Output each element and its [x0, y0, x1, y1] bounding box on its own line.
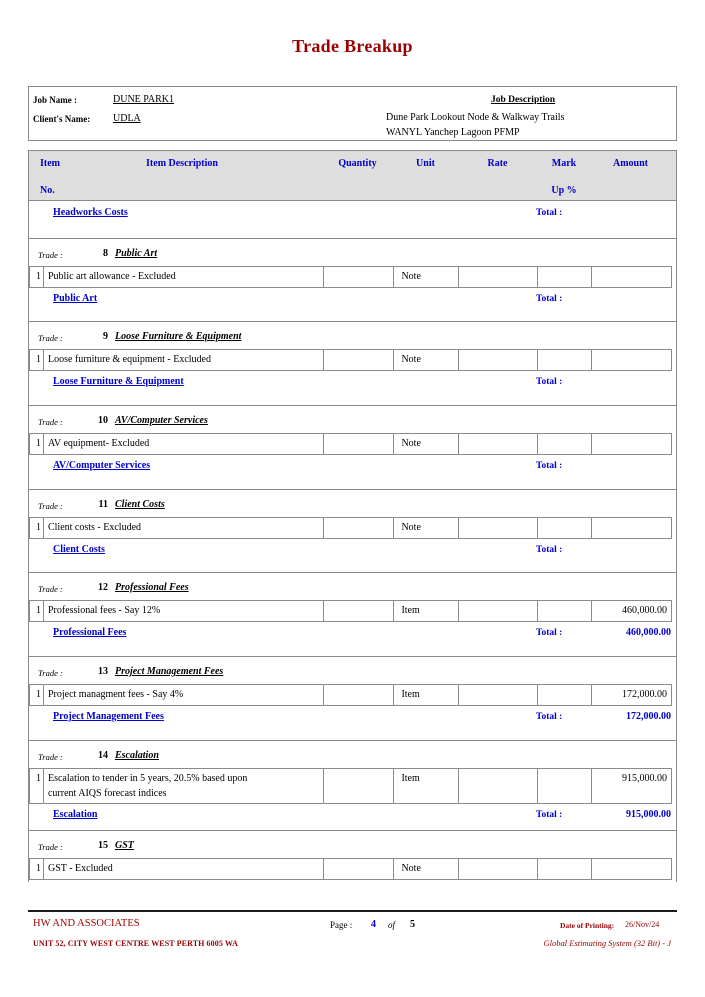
trade-section-professional-fees [29, 572, 676, 656]
item-no-cell: 1 [30, 685, 44, 705]
trade-total-row [29, 544, 676, 558]
item-amount-cell: 460,000.00 [622, 605, 668, 616]
total-label: Total : [536, 377, 563, 387]
item-rate-cell [459, 434, 538, 454]
trade-number: 15 [98, 840, 108, 851]
trade-total-row [29, 293, 676, 307]
trade-section-av-computer [29, 405, 676, 489]
trade-breakup-table [28, 150, 677, 882]
footer-page-current: 4 [371, 919, 376, 930]
item-row [29, 349, 672, 371]
item-quantity-cell [324, 518, 395, 538]
item-markup-cell [538, 685, 592, 705]
footer-page-total: 5 [410, 919, 415, 930]
trade-section-loose-furniture [29, 321, 676, 405]
trade-total-name: Headworks Costs [53, 207, 128, 218]
trade-total-row [29, 809, 676, 823]
trade-total-name: Loose Furniture & Equipment [53, 376, 184, 387]
item-unit-cell: Note [394, 434, 459, 454]
col-header-up-pct: Up % [551, 185, 577, 196]
client-name-label: Client's Name: [33, 114, 91, 124]
item-no-cell: 1 [30, 601, 44, 621]
item-markup-cell [538, 518, 592, 538]
trade-total-name: Public Art [53, 293, 98, 304]
job-name-label: Job Name : [33, 95, 77, 105]
trade-name: Client Costs [115, 499, 165, 510]
item-amount-cell [592, 518, 671, 538]
trade-name: AV/Computer Services [115, 415, 208, 426]
trade-total-amount: 460,000.00 [626, 627, 671, 638]
trade-heading [29, 582, 676, 595]
total-label: Total : [536, 712, 563, 722]
trade-heading [29, 248, 676, 261]
total-label: Total : [536, 208, 563, 218]
trade-total-name: Professional Fees [53, 627, 127, 638]
trade-number: 9 [103, 331, 108, 342]
col-header-item-description: Item Description [146, 158, 218, 169]
item-row [29, 768, 672, 804]
item-amount-cell [592, 350, 671, 370]
footer-company-address: UNIT 52, CITY WEST CENTRE WEST PERTH 6005 WA [33, 939, 238, 948]
item-quantity-cell [324, 267, 395, 287]
col-header-rate: Rate [487, 158, 508, 169]
item-rate-cell [459, 267, 538, 287]
item-row [29, 858, 672, 880]
footer-system-note: Global Estimating System (32 Bit) - J [543, 938, 671, 948]
item-markup-cell [538, 769, 592, 803]
item-description-line-1: Escalation to tender in 5 years, 20.5% based upon [47, 773, 248, 784]
trade-number: 12 [98, 582, 108, 593]
carryover-section-headworks [29, 201, 676, 238]
item-description-cell: Professional fees - Say 12% [44, 601, 324, 621]
item-description-cell: Client costs - Excluded [44, 518, 324, 538]
item-row [29, 684, 672, 706]
trade-total-name: AV/Computer Services [53, 460, 151, 471]
trade-label: Trade : [38, 842, 63, 852]
trade-heading [29, 331, 676, 344]
item-quantity-cell [324, 350, 395, 370]
trade-number: 11 [98, 499, 108, 510]
item-row [29, 433, 672, 455]
trade-total-row [29, 207, 676, 221]
item-row [29, 517, 672, 539]
trade-section-public-art [29, 238, 676, 321]
col-header-quantity: Quantity [338, 158, 377, 169]
item-quantity-cell [324, 434, 395, 454]
footer-page-label: Page : [330, 920, 353, 930]
job-description-line-1: Dune Park Lookout Node & Walkway Trails [386, 112, 565, 123]
item-description-cell: AV equipment- Excluded [44, 434, 324, 454]
trade-heading [29, 666, 676, 679]
job-name-value: DUNE PARK1 [113, 94, 175, 105]
item-unit-cell: Item [394, 769, 459, 803]
trade-label: Trade : [38, 417, 63, 427]
trade-total-amount: 915,000.00 [626, 809, 671, 820]
trade-heading [29, 499, 676, 512]
item-unit-cell: Item [394, 685, 459, 705]
trade-total-row [29, 376, 676, 390]
col-header-amount: Amount [612, 158, 648, 169]
trade-total-name: Client Costs [53, 544, 105, 555]
item-no-cell: 1 [30, 350, 44, 370]
trade-label: Trade : [38, 333, 63, 343]
footer-printing-date: 26/Nov/24 [625, 920, 660, 929]
total-label: Total : [536, 810, 563, 820]
item-quantity-cell [324, 769, 395, 803]
item-amount-cell: 915,000.00 [622, 773, 668, 784]
col-header-item: Item [40, 158, 60, 169]
trade-total-row [29, 460, 676, 474]
job-info-box [28, 86, 677, 141]
trade-name: Loose Furniture & Equipment [115, 331, 242, 342]
col-header-mark: Mark [551, 158, 577, 169]
item-no-cell: 1 [30, 859, 44, 879]
item-markup-cell [538, 601, 592, 621]
trade-heading [29, 415, 676, 428]
item-unit-cell: Note [394, 350, 459, 370]
trade-number: 13 [98, 666, 108, 677]
trade-heading [29, 750, 676, 763]
item-rate-cell [459, 518, 538, 538]
client-name-value: UDLA [113, 113, 141, 124]
page-title: Trade Breakup [292, 36, 413, 56]
item-no-cell: 1 [30, 769, 44, 803]
trade-section-gst [29, 830, 676, 882]
footer-company-name: HW AND ASSOCIATES [33, 918, 140, 929]
trade-total-row [29, 711, 676, 725]
item-description-cell: GST - Excluded [44, 859, 324, 879]
item-description-cell [44, 769, 324, 803]
table-header [29, 151, 676, 201]
total-label: Total : [536, 628, 563, 638]
trade-name: Public Art [115, 248, 158, 259]
trade-number: 10 [98, 415, 108, 426]
trade-label: Trade : [38, 584, 63, 594]
item-description-cell: Public art allowance - Excluded [44, 267, 324, 287]
item-description-cell: Project managment fees - Say 4% [44, 685, 324, 705]
trade-section-client-costs [29, 489, 676, 572]
trade-heading [29, 840, 676, 853]
item-amount-cell [592, 859, 671, 879]
trade-number: 8 [103, 248, 108, 259]
trade-total-amount: 172,000.00 [626, 711, 671, 722]
trade-name: Project Management Fees [115, 666, 224, 677]
item-markup-cell [538, 434, 592, 454]
item-unit-cell: Item [394, 601, 459, 621]
trade-total-name: Escalation [53, 809, 98, 820]
footer-printing-label: Date of Printing: [560, 921, 615, 930]
item-row [29, 266, 672, 288]
item-amount-cell [592, 434, 671, 454]
item-rate-cell [459, 859, 538, 879]
item-no-cell: 1 [30, 518, 44, 538]
item-quantity-cell [324, 685, 395, 705]
trade-label: Trade : [38, 250, 63, 260]
item-markup-cell [538, 350, 592, 370]
item-no-cell: 1 [30, 434, 44, 454]
item-description-line-2: current AIQS forecast indices [47, 788, 167, 799]
item-unit-cell: Note [394, 267, 459, 287]
job-description-label: Job Description [490, 95, 556, 105]
item-rate-cell [459, 601, 538, 621]
job-description-line-2: WANYL Yanchep Lagoon PFMP [386, 127, 520, 138]
item-rate-cell [459, 350, 538, 370]
footer-of-label: of [388, 920, 396, 930]
item-description-cell: Loose furniture & equipment - Excluded [44, 350, 324, 370]
total-label: Total : [536, 294, 563, 304]
item-no-cell: 1 [30, 267, 44, 287]
page-footer [28, 912, 677, 972]
item-rate-cell [459, 685, 538, 705]
trade-section-escalation [29, 740, 676, 830]
trade-total-row [29, 627, 676, 641]
trade-name: GST [115, 840, 134, 851]
item-unit-cell: Note [394, 518, 459, 538]
item-amount-cell: 172,000.00 [622, 689, 668, 700]
trade-name: Escalation [115, 750, 159, 761]
trade-label: Trade : [38, 752, 63, 762]
trade-name: Professional Fees [115, 582, 189, 593]
total-label: Total : [536, 545, 563, 555]
item-markup-cell [538, 859, 592, 879]
item-unit-cell: Note [394, 859, 459, 879]
item-rate-cell [459, 769, 538, 803]
trade-total-name: Project Management Fees [53, 711, 164, 722]
item-quantity-cell [324, 601, 395, 621]
item-markup-cell [538, 267, 592, 287]
trade-section-project-management-fees [29, 656, 676, 740]
item-quantity-cell [324, 859, 395, 879]
item-row [29, 600, 672, 622]
col-header-no: No. [40, 185, 55, 196]
trade-label: Trade : [38, 668, 63, 678]
total-label: Total : [536, 461, 563, 471]
col-header-unit: Unit [416, 158, 435, 169]
trade-label: Trade : [38, 501, 63, 511]
item-amount-cell [592, 267, 671, 287]
trade-number: 14 [98, 750, 108, 761]
